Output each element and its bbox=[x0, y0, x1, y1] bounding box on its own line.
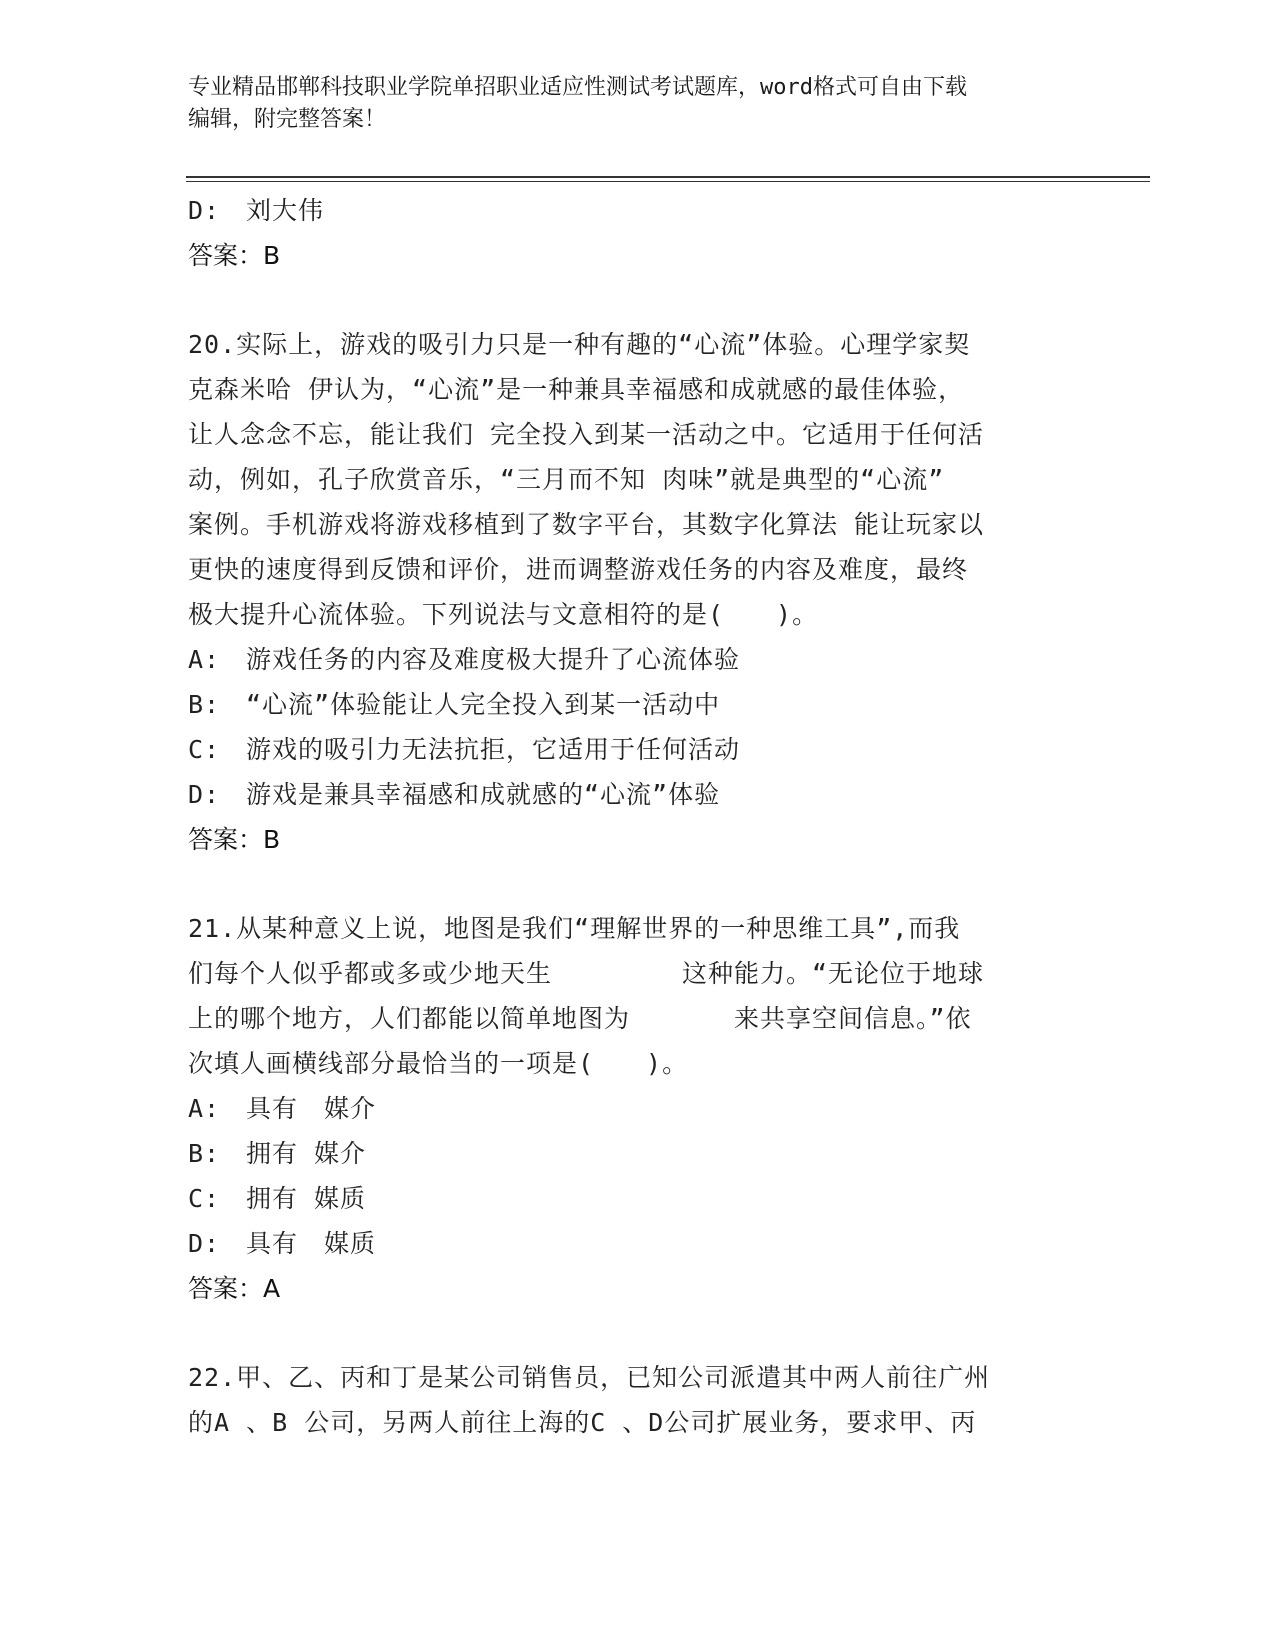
option-text: 拥有 媒介 bbox=[246, 1139, 367, 1168]
option-key: B: bbox=[188, 690, 221, 719]
header-rule-thin bbox=[186, 181, 1150, 182]
option-key: C: bbox=[188, 1184, 221, 1213]
option-a bbox=[188, 637, 1068, 682]
page-header bbox=[188, 72, 1088, 136]
option-key: A: bbox=[188, 1094, 221, 1123]
prev-answer: 答案：B bbox=[188, 241, 281, 270]
option-a bbox=[188, 1086, 1068, 1131]
option-text: 游戏的吸引力无法抗拒，它适用于任何活动 bbox=[246, 735, 741, 764]
option-key: C: bbox=[188, 735, 221, 764]
option-text: 游戏是兼具幸福感和成就感的“心流”体验 bbox=[246, 780, 721, 809]
option-key: B: bbox=[188, 1139, 221, 1168]
spacer bbox=[188, 1311, 1068, 1355]
header-line-1: 专业精品邯郸科技职业学院单招职业适应性测试考试题库，word格式可自由下载 bbox=[188, 75, 967, 100]
question-22 bbox=[188, 1355, 1068, 1445]
option-text: “心流”体验能让人完全投入到某一活动中 bbox=[246, 690, 721, 719]
option-c bbox=[188, 1176, 1068, 1221]
option-text: 刘大伟 bbox=[246, 196, 325, 225]
question-line: 更快的速度得到反馈和评价，进而调整游戏任务的内容及难度，最终 bbox=[188, 555, 969, 584]
option-key: D: bbox=[188, 196, 221, 225]
option-c bbox=[188, 727, 1068, 772]
question-20 bbox=[188, 322, 1068, 862]
spacer bbox=[188, 862, 1068, 906]
header-rule-thick bbox=[186, 176, 1150, 178]
question-line: 22.甲、乙、丙和丁是某公司销售员，已知公司派遣其中两人前往广州 bbox=[188, 1363, 991, 1392]
answer: 答案：B bbox=[188, 825, 281, 854]
option-b bbox=[188, 1131, 1068, 1176]
question-line: 克森米哈 伊认为，“心流”是一种兼具幸福感和成就感的最佳体验， bbox=[188, 375, 965, 404]
document-body bbox=[188, 188, 1068, 1445]
option-key: D: bbox=[188, 1229, 221, 1258]
question-line: 极大提升心流体验。下列说法与文意相符的是( )。 bbox=[188, 600, 819, 629]
option-key: A: bbox=[188, 645, 221, 674]
answer: 答案：A bbox=[188, 1274, 281, 1303]
option-text: 具有 媒质 bbox=[246, 1229, 377, 1258]
question-21 bbox=[188, 906, 1068, 1311]
question-line: 20.实际上，游戏的吸引力只是一种有趣的“心流”体验。心理学家契 bbox=[188, 330, 971, 359]
option-b bbox=[188, 682, 1068, 727]
spacer bbox=[188, 278, 1068, 322]
question-line: 21.从某种意义上说，地图是我们“理解世界的一种思维工具”,而我 bbox=[188, 914, 961, 943]
option-d bbox=[188, 1221, 1068, 1266]
prev-option-d bbox=[188, 188, 1068, 233]
option-text: 游戏任务的内容及难度极大提升了心流体验 bbox=[246, 645, 741, 674]
question-line: 让人念念不忘，能让我们 完全投入到某一活动之中。它适用于任何活 bbox=[188, 420, 985, 449]
question-line: 动，例如，孔子欣赏音乐，“三月而不知 肉味”就是典型的“心流” bbox=[188, 465, 945, 494]
question-line: 的A 、B 公司，另两人前往上海的C 、D公司扩展业务，要求甲、丙 bbox=[188, 1408, 977, 1437]
question-line: 们每个人似乎都或多或少地天生 这种能力。“无论位于地球 bbox=[188, 959, 985, 988]
question-line: 案例。手机游戏将游戏移植到了数字平台，其数字化算法 能让玩家以 bbox=[188, 510, 985, 539]
question-line: 上的哪个地方，人们都能以简单地图为 来共享空间信息。”依 bbox=[188, 1004, 972, 1033]
header-line-2: 编辑，附完整答案！ bbox=[188, 107, 387, 132]
option-text: 拥有 媒质 bbox=[246, 1184, 367, 1213]
option-d bbox=[188, 772, 1068, 817]
question-line: 次填人画横线部分最恰当的一项是( )。 bbox=[188, 1049, 689, 1078]
option-key: D: bbox=[188, 780, 221, 809]
option-text: 具有 媒介 bbox=[246, 1094, 377, 1123]
